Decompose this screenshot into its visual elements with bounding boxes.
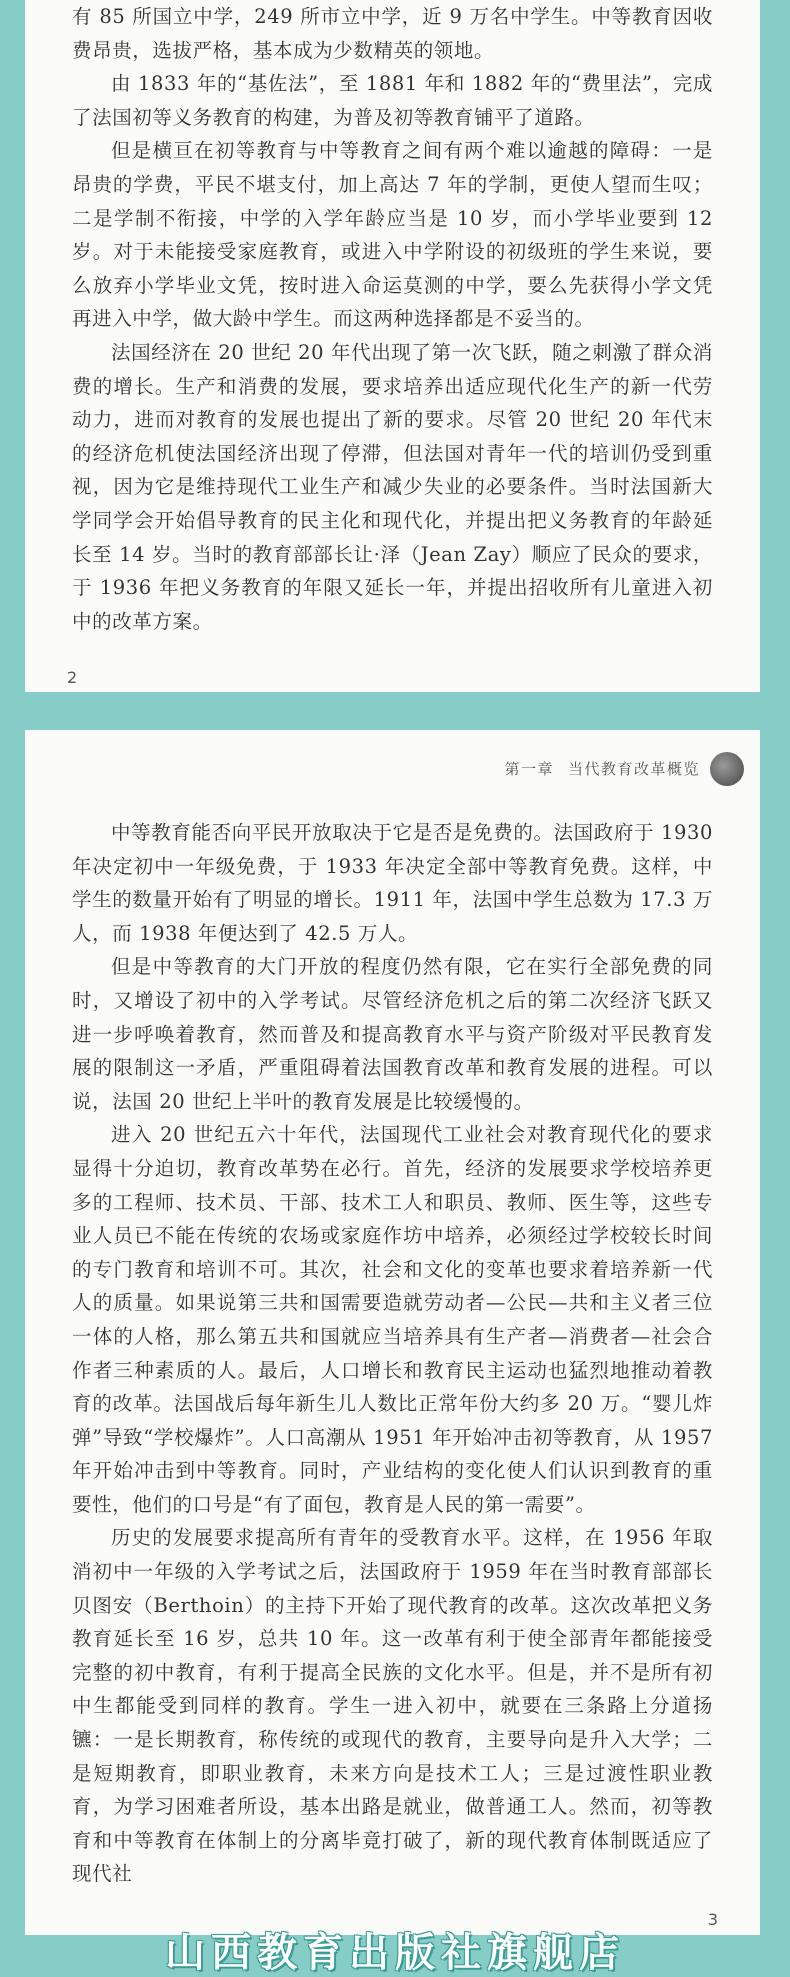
paragraph: 历史的发展要求提高所有青年的受教育水平。这样，在 1956 年取消初中一年级的入学考试之后，法国政府于 1959 年在当时教育部部长贝图安（Berthoin）的主持下开始了现代教育的改革。这次改革把义务教育延长至 16 岁，总共 10 年。这一改革有利于使全部青年都能接受完整的初中教育，有利于提高全民族的文化水平。但是，并不是所有初中生都能受到同样的教育。学生一进入初中，就要在三条路上分道扬镳：一是长期教育，称传统的或现代的教育，主要导向是升入大学；二是短期教育，即职业教育，未来方向是技术工人；三是过渡性职业教育，为学习困难者所设，基本出路是就业，做普通工人。然而，初等教育和中等教育在体制上的分离毕竟打破了，新的现代教育体制既适应了现代社	[72, 1526, 713, 1886]
page-body-text	[72, 0, 713, 638]
paragraph: 进入 20 世纪五六十年代，法国现代工业社会对教育现代化的要求显得十分迫切，教育改革势在必行。首先，经济的发展要求学校培养更多的工程师、技术员、干部、技术工人和职员、教师、医生等，这些专业人员已不能在传统的农场或家庭作坊中培养，必须经过学校较长时间的专门教育和培训不可。其次，社会和文化的变革也要求着培养新一代人的质量。如果说第三共和国需要造就劳动者—公民—共和主义者三位一体的人格，那么第五共和国就应当培养具有生产者—消费者—社会合作者三种素质的人。最后，人口增长和教育民主运动也猛烈地推动着教育的改革。法国战后每年新生儿人数比正常年份大约多 20 万。“婴儿炸弹”导致“学校爆炸”。人口高潮从 1951 年开始冲击初等教育，从 1957 年开始冲击到中等教育。同时，产业结构的变化使人们认识到教育的重要性，他们的口号是“有了面包，教育是人民的第一需要”。	[72, 1123, 713, 1516]
paragraph: 法国经济在 20 世纪 20 年代出现了第一次飞跃，随之刺激了群众消费的增长。生产和消费的发展，要求培养出适应现代化生产的新一代劳动力，进而对教育的发展也提出了新的要求。尽管 20 世纪 20 年代末的经济危机使法国经济出现了停滞，但法国对青年一代的培训仍受到重视，因为它是维持现代工业生产和减少失业的必要条件。当时法国新大学同学会开始倡导教育的民主化和现代化，并提出把义务教育的年龄延长至 14 岁。当时的教育部部长让·泽（Jean Zay）顺应了民众的要求，于 1936 年把义务教育的年限又延长一年，并提出招收所有儿童进入初中的改革方案。	[72, 340, 713, 633]
book-page-top	[25, 0, 760, 692]
running-header	[504, 758, 700, 779]
page-number: 2	[67, 668, 78, 687]
book-page-bottom	[25, 730, 760, 1935]
paragraph: 但是横亘在初等教育与中等教育之间有两个难以逾越的障碍：一是昂贵的学费，平民不堪支付，加上高达 7 年的学制，更使人望而生叹；二是学制不衔接，中学的入学年龄应当是 10 岁，而小学毕业要到 12 岁。对于未能接受家庭教育，或进入中学附设的初级班的学生来说，要么放弃小学毕业文凭，按时进入命运莫测的中学，要么先获得小学文凭再进入中学，做大龄中学生。而这两种选择都是不妥当的。	[72, 139, 713, 331]
store-name: 山西教育出版社旗舰店	[165, 1930, 625, 1976]
paragraph: 但是中等教育的大门开放的程度仍然有限，它在实行全部免费的同时，又增设了初中的入学考试。尽管经济危机之后的第二次经济飞跃又进一步呼唤着教育，然而普及和提高教育水平与资产阶级对平民教育发展的限制这一矛盾，严重阻碍着法国教育改革和教育发展的进程。可以说，法国 20 世纪上半叶的教育发展是比较缓慢的。	[72, 955, 713, 1113]
chapter-label: 第一章	[504, 760, 554, 778]
paragraph: 有 85 所国立中学，249 所市立中学，近 9 万名中学生。中等教育因收费昂贵，选拔严格，基本成为少数精英的领地。	[72, 5, 713, 62]
page-number: 3	[707, 1910, 718, 1929]
paragraph: 中等教育能否向平民开放取决于它是否是免费的。法国政府于 1930 年决定初中一年级免费，于 1933 年决定全部中等教育免费。这样，中学生的数量开始有了明显的增长。1911 年，法国中学生总数为 17.3 万人，而 1938 年便达到了 42.5 万人。	[72, 821, 713, 945]
chapter-marker-icon	[710, 752, 744, 786]
paragraph: 由 1833 年的“基佐法”，至 1881 年和 1882 年的“费里法”，完成了法国初等义务教育的构建，为普及初等教育铺平了道路。	[72, 72, 713, 129]
chapter-title: 当代教育改革概览	[567, 760, 700, 778]
store-banner	[0, 1930, 790, 1976]
page-body-text	[72, 816, 713, 1891]
